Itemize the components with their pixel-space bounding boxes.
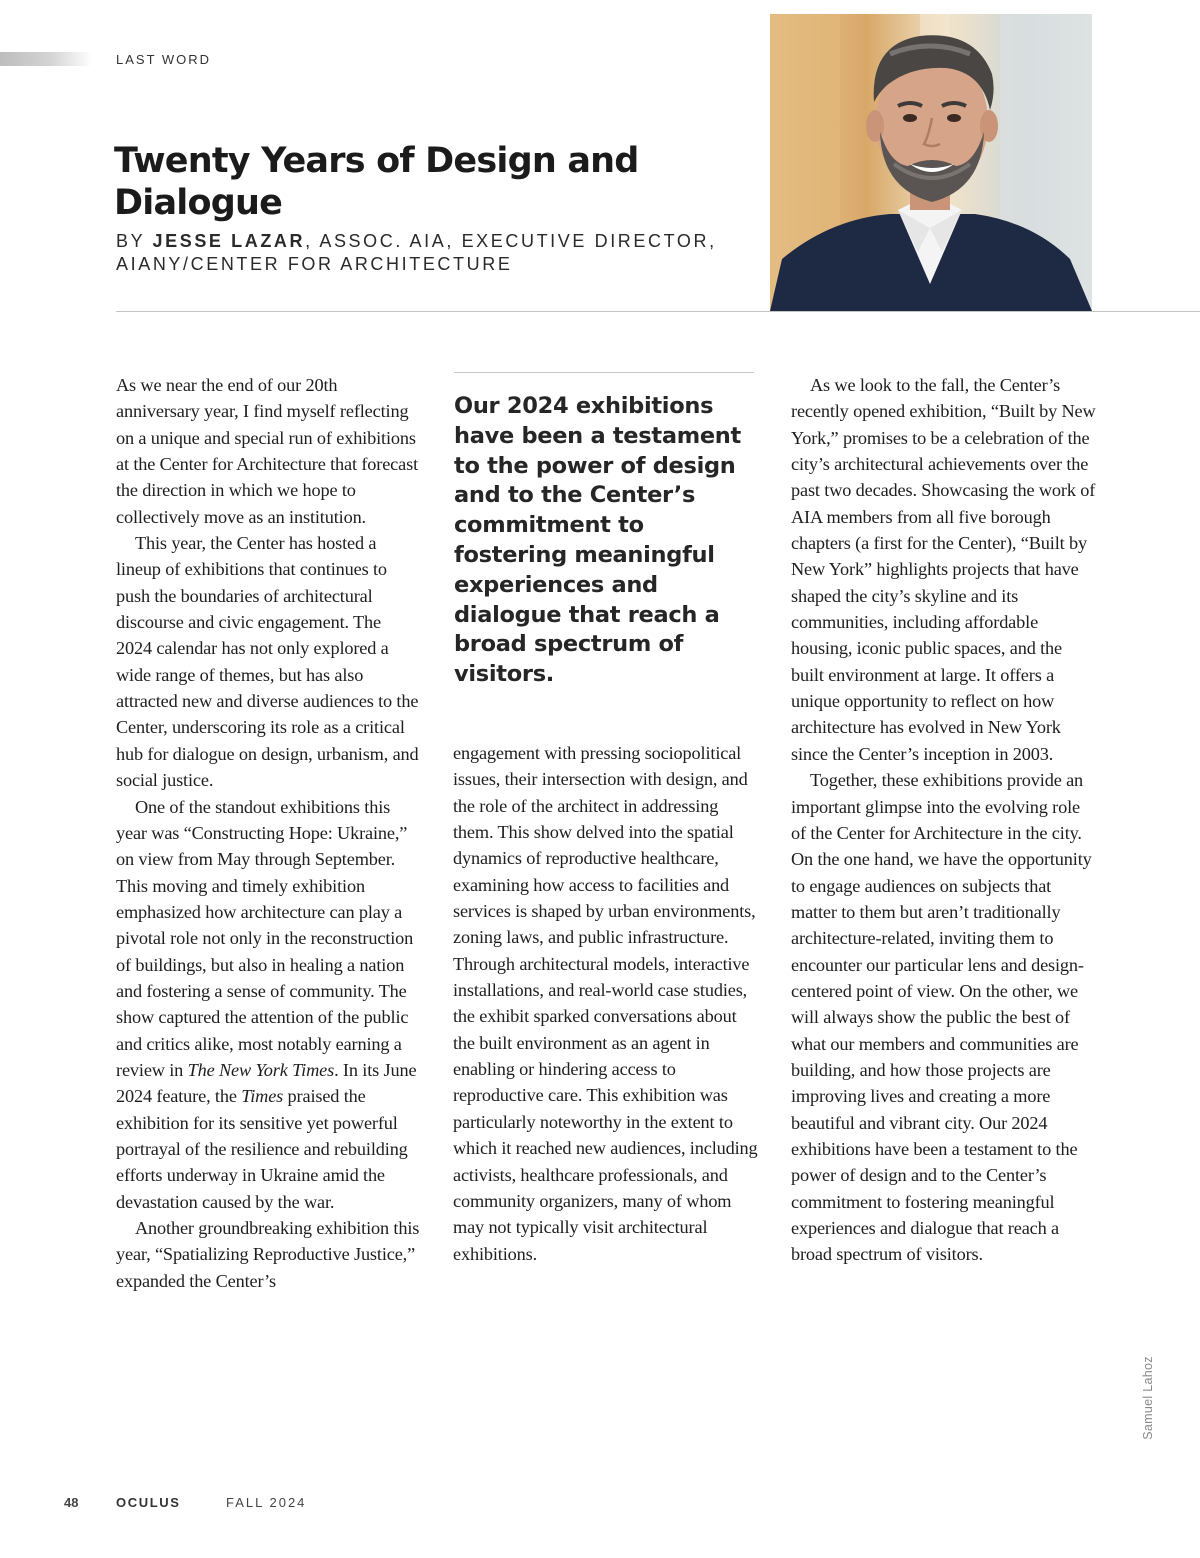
paragraph: Together, these exhibitions provide an important glimpse into the evolving role of the Center for Architecture in the city. On the one hand, we have the opportunity to engage audiences on subjects that matter to them but aren’t traditionally architecture-related, inviting them to encounter our particular lens and design-centered point of view. On the other, we will always show the public the best of what our members and communities are building, and how those projects are improving lives and creating a more beautiful and vibrant city. Our 2024 exhibitions have been a testament to the power of design and to the Center’s commitment to fostering meaningful experiences and dialogue that reach a broad spectrum of visitors. bbox=[791, 770, 1092, 1265]
author-portrait bbox=[770, 14, 1092, 311]
paragraph-text: . In its June 2024 feature, the bbox=[116, 1059, 417, 1107]
pull-quote: Our 2024 exhibitions have been a testament to the power of design and to the Center’s commitment to fostering meaningful experiences and dialogue that reach a broad spectrum of visitors. bbox=[454, 393, 741, 688]
paragraph: engagement with pressing sociopolitical issues, their intersection with design, and the role of the architect in addressing them. This show delved into the spatial dynamics of reproductive healthcare, examining how access to facilities and services is shaped by urban environments, zoning laws, and public infrastructure. Through architectural models, interactive installations, and real-world case studies, the exhibit sparked conversations about the built environment as an agent in enabling or hindering access to reproductive care. This exhibition was particularly noteworthy in the extent to which it reached new audiences, including activists, healthcare professionals, and community organizers, many of whom may not typically visit architectural exhibitions. bbox=[453, 743, 758, 1264]
header-divider bbox=[116, 311, 1200, 312]
article-column-2 bbox=[453, 740, 758, 1267]
article-title: Twenty Years of Design and Dialogue bbox=[114, 141, 639, 223]
paragraph bbox=[116, 794, 421, 1216]
paragraph-text: One of the standout exhibitions this year was “Constructing Hope: Ukraine,” on view from May through September. This moving and timely exhibition emphasized how architecture can play a pivotal role not only in the reconstruction of buildings, but also in healing a nation and fostering a sense of community. The show captured the attention of the public and critics alike, most notably earning a review in bbox=[116, 796, 414, 1080]
paragraph: This year, the Center has hosted a lineup of exhibitions that continues to push the boundaries of architectural discourse and civic engagement. The 2024 calendar has not only explored a wide range of themes, but has also attracted new and diverse audiences to the Center, underscoring its role as a critical hub for dialogue on design, urbanism, and social justice. bbox=[116, 533, 419, 791]
magazine-name: OCULUS bbox=[116, 1495, 181, 1510]
publication-title: Times bbox=[241, 1086, 284, 1107]
paragraph: As we near the end of our 20th anniversary year, I find myself reflecting on a unique and special run of exhibitions at the Center for Architecture that forecast the direction in which we hope to collectively move as an institution. bbox=[116, 375, 419, 527]
paragraph-text: praised the exhibition for its sensitive yet powerful portrayal of the resilience and rebuilding efforts underway in Ukraine amid the devastation caused by the war. bbox=[116, 1086, 408, 1212]
byline bbox=[116, 230, 756, 276]
section-label: LAST WORD bbox=[116, 52, 212, 67]
paragraph: As we look to the fall, the Center’s recently opened exhibition, “Built by New York,” promises to be a celebration of the city’s architectural achievements over the past two decades. Showcasing the work of AIA members from all five borough chapters (a first for the Center), “Built by New York” highlights projects that have shaped the city’s skyline and its communities, including affordable housing, iconic public spaces, and the built environment at large. It offers a unique opportunity to reflect on how architecture has evolved in New York since the Center’s inception in 2003. bbox=[791, 375, 1096, 764]
byline-title: , ASSOC. AIA, EXECUTIVE DIRECTOR, AIANY/CENTER FOR ARCHITECTURE bbox=[116, 231, 717, 274]
byline-prefix: BY bbox=[116, 231, 153, 251]
paragraph: Another groundbreaking exhibition this year, “Spatializing Reproductive Justice,” expanded the Center’s bbox=[116, 1218, 420, 1291]
article-column-3 bbox=[791, 372, 1096, 1268]
page-number: 48 bbox=[64, 1495, 79, 1510]
article-column-1 bbox=[116, 372, 421, 1294]
issue-date: FALL 2024 bbox=[226, 1495, 307, 1510]
byline-author: JESSE LAZAR bbox=[152, 231, 306, 251]
pull-quote-rule bbox=[454, 372, 754, 373]
photo-credit: Samuel Lahoz bbox=[1141, 1356, 1155, 1440]
author-portrait-illustration bbox=[770, 14, 1092, 311]
corner-accent-bar bbox=[0, 52, 92, 66]
publication-title: The New York Times bbox=[187, 1059, 335, 1080]
